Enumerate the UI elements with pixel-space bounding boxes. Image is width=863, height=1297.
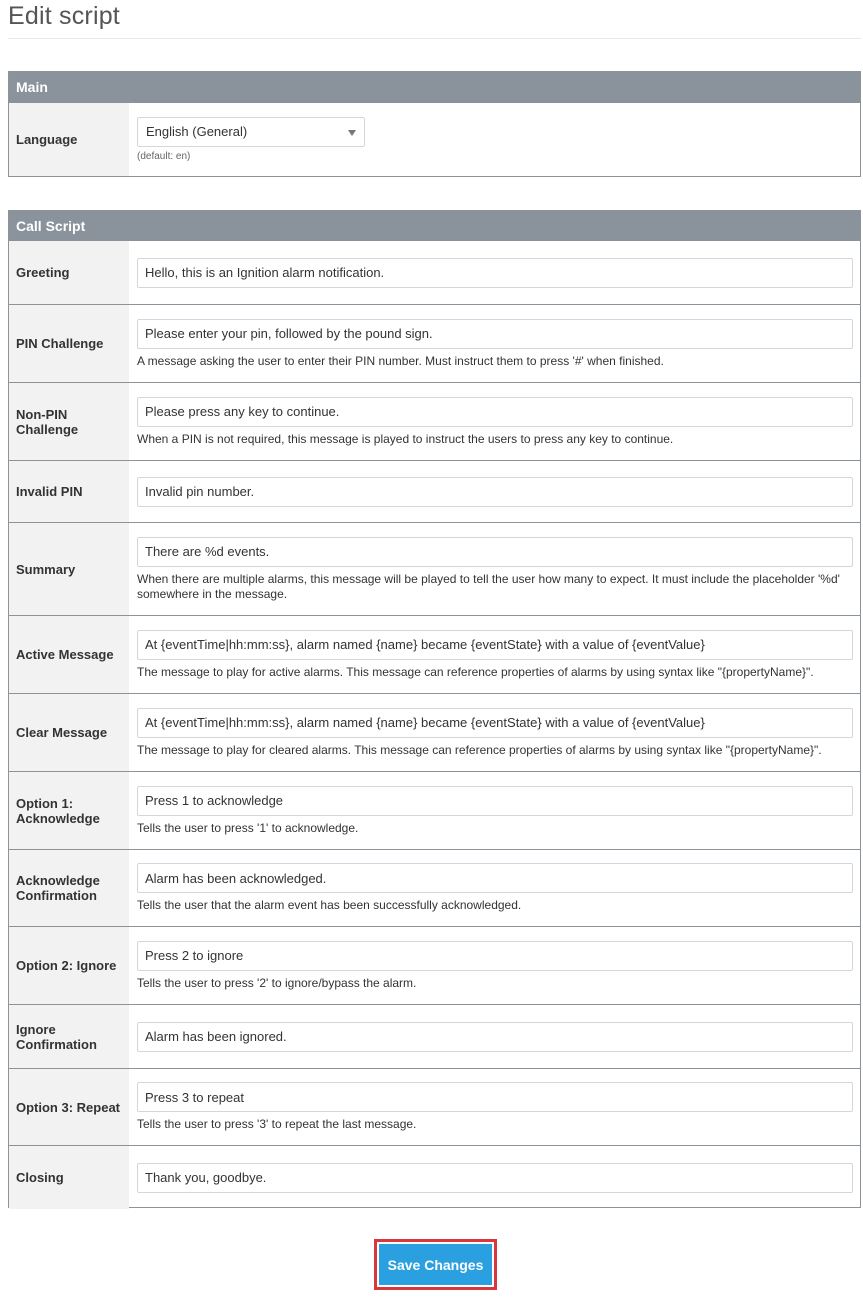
acknowledge-confirmation-input[interactable]	[137, 863, 853, 893]
script-row-label: Option 2: Ignore	[9, 927, 129, 1004]
script-row-label: Option 1: Acknowledge	[9, 772, 129, 849]
script-row-option-2-ignore	[9, 926, 860, 1004]
script-row-greeting	[9, 241, 860, 304]
language-row	[9, 102, 860, 176]
save-button-highlight	[374, 1239, 497, 1290]
active-message-input[interactable]	[137, 630, 853, 660]
acknowledge-confirmation-description: Tells the user that the alarm event has been successfully acknowledged.	[137, 898, 522, 912]
page-title: Edit script	[8, 2, 120, 30]
language-default-note: (default: en)	[137, 151, 191, 162]
main-panel	[8, 71, 861, 177]
script-row-pin-challenge	[9, 304, 860, 382]
option-2-ignore-description: Tells the user to press '2' to ignore/bypass the alarm.	[137, 975, 417, 990]
script-row-label: Option 3: Repeat	[9, 1069, 129, 1145]
invalid-pin-input[interactable]	[137, 477, 853, 507]
active-message-description: The message to play for active alarms. This message can reference properties of alarms by using syntax like "{propertyName}".	[137, 664, 814, 679]
title-divider	[8, 38, 861, 39]
option-1-acknowledge-input[interactable]	[137, 786, 853, 816]
script-row-acknowledge-confirmation	[9, 849, 860, 926]
script-row-label: PIN Challenge	[9, 305, 129, 382]
language-select-value: English (General)	[146, 124, 248, 139]
summary-description: When there are multiple alarms, this message will be played to tell the user how many to expect. It must include the placeholder '%d' somewhere in the message.	[137, 571, 840, 601]
option-3-repeat-input[interactable]	[137, 1082, 853, 1112]
script-row-label: Non-PIN Challenge	[9, 383, 129, 460]
pin-challenge-input[interactable]	[137, 319, 853, 349]
script-row-non-pin-challenge	[9, 382, 860, 460]
script-row-closing	[9, 1145, 860, 1209]
option-1-acknowledge-description: Tells the user to press '1' to acknowledge.	[137, 820, 359, 835]
non-pin-challenge-input[interactable]	[137, 397, 853, 427]
script-row-clear-message	[9, 693, 860, 771]
greeting-input[interactable]	[137, 258, 853, 288]
script-row-label: Clear Message	[9, 694, 129, 771]
script-row-label: Closing	[9, 1146, 129, 1209]
option-2-ignore-input[interactable]	[137, 941, 853, 971]
pin-challenge-description: A message asking the user to enter their PIN number. Must instruct them to press '#' when finished.	[137, 353, 664, 368]
language-label: Language	[9, 103, 129, 176]
script-row-ignore-confirmation	[9, 1004, 860, 1068]
script-row-label: Invalid PIN	[9, 461, 129, 522]
language-select[interactable]	[137, 117, 365, 147]
main-panel-header: Main	[9, 72, 860, 102]
script-row-label: Summary	[9, 523, 129, 615]
ignore-confirmation-input[interactable]	[137, 1022, 853, 1052]
clear-message-description: The message to play for cleared alarms. This message can reference properties of alarms by using syntax like "{propertyName}".	[137, 742, 822, 757]
non-pin-challenge-description: When a PIN is not required, this message is played to instruct the users to press any key to continue.	[137, 431, 674, 446]
summary-input[interactable]	[137, 537, 853, 567]
script-row-summary	[9, 522, 860, 615]
closing-input[interactable]	[137, 1163, 853, 1193]
script-row-invalid-pin	[9, 460, 860, 522]
script-row-label: Active Message	[9, 616, 129, 693]
script-row-active-message	[9, 615, 860, 693]
script-row-option-1-acknowledge	[9, 771, 860, 849]
script-row-label: Greeting	[9, 241, 129, 304]
script-row-option-3-repeat	[9, 1068, 860, 1145]
script-row-label: Ignore Confirmation	[9, 1005, 129, 1068]
script-row-label: Acknowledge Confirmation	[9, 850, 129, 926]
chevron-down-icon	[348, 130, 356, 136]
clear-message-input[interactable]	[137, 708, 853, 738]
call-script-panel-header: Call Script	[9, 211, 860, 241]
option-3-repeat-description: Tells the user to press '3' to repeat the last message.	[137, 1117, 417, 1131]
save-changes-button[interactable]: Save Changes	[379, 1244, 492, 1285]
call-script-panel	[8, 210, 861, 1208]
